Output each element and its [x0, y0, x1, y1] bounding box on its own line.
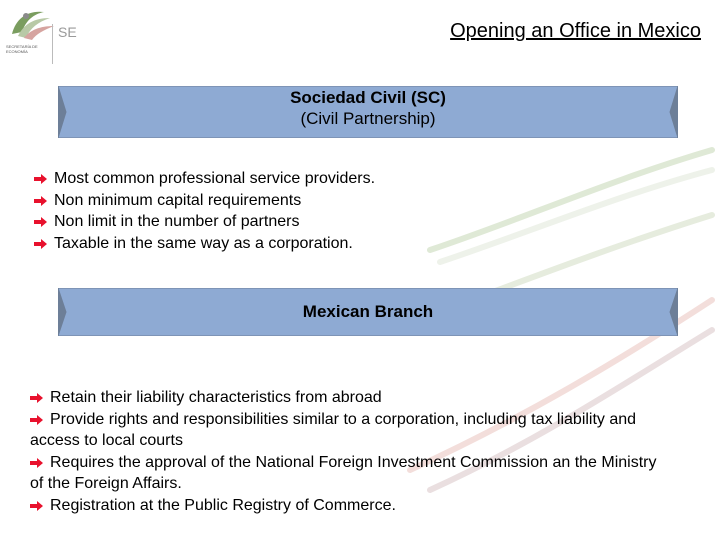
bullet-text: Registration at the Public Registry of Commerce. — [50, 496, 396, 514]
logo-divider — [52, 24, 53, 64]
arrow-right-icon — [30, 393, 43, 403]
banner-title: Sociedad Civil (SC) — [290, 88, 446, 107]
arrow-right-icon — [30, 458, 43, 468]
bullet-text: Provide rights and responsibilities similar to a corporation, including tax liability and access to local courts — [30, 410, 637, 449]
list-item — [34, 190, 674, 212]
list-item — [34, 211, 674, 233]
arrow-right-icon — [34, 174, 47, 184]
bullet-text: Taxable in the same way as a corporation. — [54, 234, 353, 252]
list-item — [30, 495, 670, 517]
logo — [4, 4, 122, 70]
bullet-text: Requires the approval of the National Foreign Investment Commission an the Ministry of the Foreign Affairs. — [30, 453, 657, 492]
arrow-right-icon — [34, 239, 47, 249]
banner-sociedad-civil — [58, 86, 678, 138]
se-mark-icon: SE — [58, 24, 77, 40]
bullet-text: Non minimum capital requirements — [54, 191, 302, 209]
list-item — [30, 409, 670, 452]
banner-mexican-branch — [58, 288, 678, 336]
arrow-right-icon — [30, 501, 43, 511]
list-item — [30, 452, 670, 495]
arrow-right-icon — [34, 196, 47, 206]
logo-label: SECRETARÍA DE ECONOMÍA — [6, 44, 38, 54]
banner-subtitle: (Civil Partnership) — [300, 109, 436, 128]
list-item — [30, 387, 670, 409]
bullet-text: Non limit in the number of partners — [54, 213, 300, 230]
page-title: Opening an Office in Mexico — [450, 20, 701, 42]
list-item — [34, 168, 674, 190]
arrow-right-icon — [34, 217, 47, 227]
list-item — [34, 233, 674, 255]
bullet-list-mexican-branch — [30, 387, 670, 516]
banner-title: Mexican Branch — [302, 302, 434, 321]
arrow-right-icon — [30, 415, 43, 425]
bullet-text: Retain their liability characteristics from abroad — [50, 389, 382, 406]
bullet-list-sociedad-civil — [34, 168, 674, 254]
bullet-text: Most common professional service providers. — [54, 170, 376, 187]
